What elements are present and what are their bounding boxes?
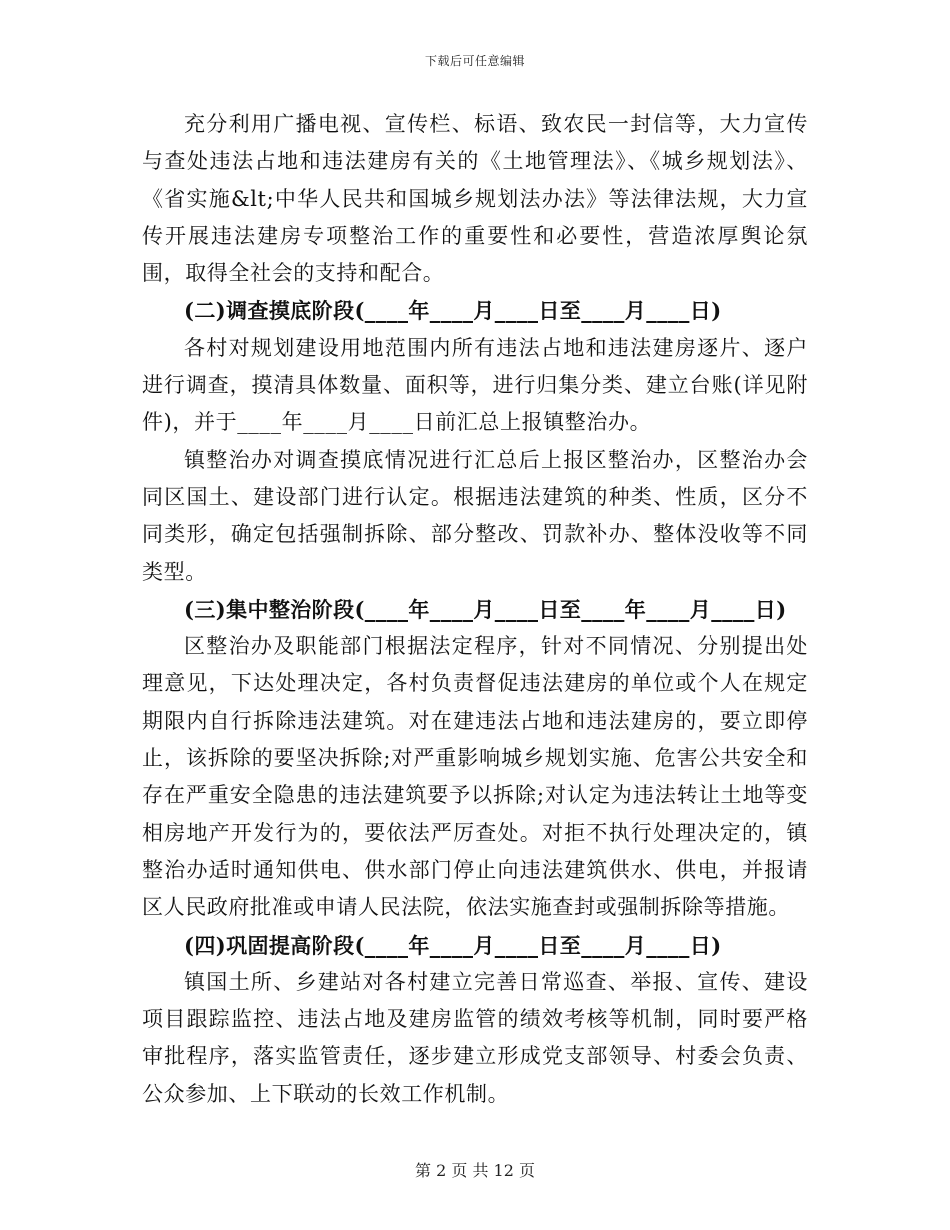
document-body <box>142 106 808 1113</box>
paragraph-survey-villages: 各村对规划建设用地范围内所有违法占地和违法建房逐片、逐户进行调查，摸清具体数量、面积等，进行归集分类、建立台账(详见附件)，并于____年____月____日前汇总上报镇整治办。 <box>142 335 808 435</box>
paragraph-consolidation: 镇国土所、乡建站对各村建立完善日常巡查、举报、宣传、建设项目跟踪监控、违法占地及建房监管的绩效考核等机制，同时要严格审批程序，落实监管责任，逐步建立形成党支部领导、村委会负责、公众参加、上下联动的长效工作机制。 <box>142 969 808 1106</box>
heading-survey-stage: (二)调查摸底阶段(____年____月____日至____月____日) <box>184 298 722 324</box>
page-header: 下载后可任意编辑 <box>424 54 525 68</box>
paragraph-publicity: 充分利用广播电视、宣传栏、标语、致农民一封信等，大力宣传与查处违法占地和违法建房有关的《土地管理法》、《城乡规划法》、《省实施&lt;中华人民共和国城乡规划法办法》等法律法规，大力宣传开展违法建房专项整治工作的重要性和必要性，营造浓厚舆论氛围，取得全社会的支持和配合。 <box>142 112 808 286</box>
paragraph-rectification: 区整治办及职能部门根据法定程序，针对不同情况、分别提出处理意见，下达处理决定，各村负责督促违法建房的单位或个人在规定期限内自行拆除违法建筑。对在建违法占地和违法建房的，要立即停止，该拆除的要坚决拆除;对严重影响城乡规划实施、危害公共安全和存在严重安全隐患的违法建筑要予以拆除;对认定为违法转让土地等变相房地产开发行为的，要依法严厉查处。对拒不执行处理决定的，镇整治办适时通知供电、供水部门停止向违法建筑供水、供电，并报请区人民政府批准或申请人民法院，依法实施查封或强制拆除等措施。 <box>142 634 808 920</box>
page-footer: 第 2 页 共 12 页 <box>415 1161 535 1180</box>
heading-consolidation-stage: (四)巩固提高阶段(____年____月____日至____月____日) <box>184 932 722 958</box>
heading-rectification-stage: (三)集中整治阶段(____年____月____日至____年____月____日) <box>184 596 787 622</box>
paragraph-survey-summary: 镇整治办对调查摸底情况进行汇总后上报区整治办，区整治办会同区国土、建设部门进行认定。根据违法建筑的种类、性质，区分不同类形，确定包括强制拆除、部分整改、罚款补办、整体没收等不同类型。 <box>142 447 808 584</box>
